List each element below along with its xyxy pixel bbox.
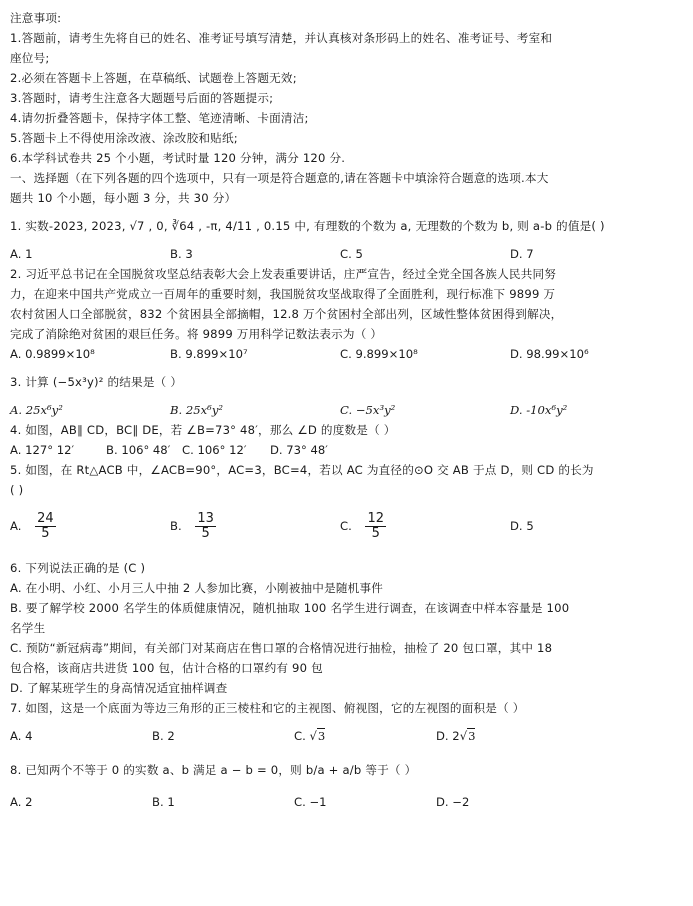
option-c: C. 预防“新冠病毒”期间，有关部门对某商店在售口罩的合格情况进行抽检，抽检了 20 包口罩，其中 18 [10,641,553,655]
option-c: C. √3 [294,729,326,743]
question-3-options [10,400,683,420]
question-2-stem: 力，在迎来中国共产党成立一百周年的重要时刻，我国脱贫攻坚战取得了全面胜利，现行标准下 9899 万 [10,287,556,301]
option-b: B. 2 [152,729,175,743]
option-c: C. 9.899×10⁸ [340,347,418,361]
question-7-options [10,724,683,748]
question-2-stem: 农村贫困人口全部脱贫，832 个贫困县全部摘帽，12.8 万个贫困村全部出列，区域性整体贫困得到解决， [10,307,563,321]
option-a: A. 2 [10,795,33,809]
option-c-cont: 包合格，该商店共进货 100 包，估计合格的口罩约有 90 包 [10,661,323,675]
option-a: A. 4 [10,729,33,743]
option-a: A. 127° 12′ [10,443,75,457]
option-b: B. 3 [170,247,193,261]
option-d: D. 98.99×10⁶ [510,347,589,361]
notice-item: 2.必须在答题卡上答题，在草稿纸、试题卷上答题无效; [10,71,297,85]
sqrt-three: √3 [459,729,476,743]
option-c: C. −1 [294,795,327,809]
option-a: A. $\frac{24}{5}$ [10,511,54,541]
sqrt-three: √3 [309,729,326,743]
option-d: D. 73° 48′ [270,443,328,457]
question-6-stem: 6. 下列说法正确的是 (C ) [10,561,146,575]
question-1-stem: 1. 实数-2023, 2023, √7 , 0, ∛64 , -π, 4/11 , 0.15 中, 有理数的个数为 a, 无理数的个数为 b, 则 a-b 的值是( ) [10,219,605,233]
option-a: A. 在小明、小红、小月三人中抽 2 人参加比赛，小刚被抽中是随机事件 [10,581,384,595]
question-5-options [10,506,683,548]
option-a: A. 0.9899×10⁸ [10,347,95,361]
notice-item: 座位号; [10,51,50,65]
fraction: $\frac{12}{5}$ [367,511,385,541]
option-d: D. 7 [510,247,534,261]
question-4-stem: 4. 如图，AB∥ CD，BC∥ DE，若 ∠B=73° 48′，那么 ∠D 的度数是（ ） [10,423,396,437]
option-d: D. -10x⁶y² [510,403,568,417]
option-b: B. 106° 48′ [106,443,171,457]
fraction: $\frac{13}{5}$ [197,511,214,541]
notice-item: 6.本学科试卷共 25 个小题，考试时量 120 分钟，满分 120 分. [10,151,346,165]
question-7-stem: 7. 如图，这是一个底面为等边三角形的正三棱柱和它的主视图、俯视图，它的左视图的面积是（ ） [10,701,525,715]
option-b-cont: 名学生 [10,621,46,635]
question-1-options [10,244,683,264]
section-heading-cont: 题共 10 个小题，每小题 3 分，共 30 分） [10,191,237,205]
question-8-options [10,792,683,812]
notice-item: 1.答题前，请考生先将自已的姓名、准考证号填写清楚，并认真核对条形码上的姓名、准考证号、考室和 [10,31,553,45]
option-b: B. 要了解学校 2000 名学生的体质健康情况，随机抽取 100 名学生进行调查，在该调查中样本容量是 100 [10,601,570,615]
option-b: B. 25x⁶y² [170,403,224,417]
option-d: D. 2√3 [436,729,476,743]
question-2-options [10,344,683,364]
option-d: D. 5 [510,519,534,533]
notice-item: 3.答题时，请考生注意各大题题号后面的答题提示; [10,91,274,105]
option-c: C. −5x³y² [340,403,396,417]
option-d: D. −2 [436,795,470,809]
notice-item: 5.答题卡上不得使用涂改液、涂改胶和贴纸; [10,131,238,145]
question-3-stem: 3. 计算 (−5x³y)² 的结果是（ ） [10,375,183,389]
fraction: $\frac{24}{5}$ [37,511,54,541]
option-d: D. 了解某班学生的身高情况适宜抽样调查 [10,681,228,695]
section-heading: 一、选择题（在下列各题的四个选项中，只有一项是符合题意的,请在答题卡中填涂符合题意的选项.本大 [10,171,549,185]
option-c: C. 5 [340,247,363,261]
question-5-stem: 5. 如图，在 Rt△ACB 中，∠ACB=90°，AC=3，BC=4，若以 AC 为直径的⊙O 交 AB 于点 D，则 CD 的长为 [10,463,594,477]
question-8-stem: 8. 已知两个不等于 0 的实数 a、b 满足 a − b = 0，则 b/a + a/b 等于（ ） [10,763,417,777]
notice-item: 4.请勿折叠答题卡，保持字体工整、笔迹清晰、卡面清洁; [10,111,309,125]
question-4-options [10,440,683,460]
question-2-stem: 完成了消除绝对贫困的艰巨任务。将 9899 万用科学记数法表示为（ ） [10,327,383,341]
option-a: A. 1 [10,247,33,261]
option-c: C. $\frac{12}{5}$ [340,511,385,541]
question-5-stem-cont: ( ) [10,483,24,497]
option-a: A. 25x⁶y² [10,403,63,417]
question-2-stem: 2. 习近平总书记在全国脱贫攻坚总结表彰大会上发表重要讲话，庄严宣告，经过全党全国各族人民共同努 [10,267,557,281]
option-b: B. $\frac{13}{5}$ [170,511,214,541]
option-b: B. 9.899×10⁷ [170,347,248,361]
exam-page [10,8,683,812]
option-c: C. 106° 12′ [182,443,247,457]
notice-title: 注意事项: [10,11,62,25]
option-b: B. 1 [152,795,175,809]
